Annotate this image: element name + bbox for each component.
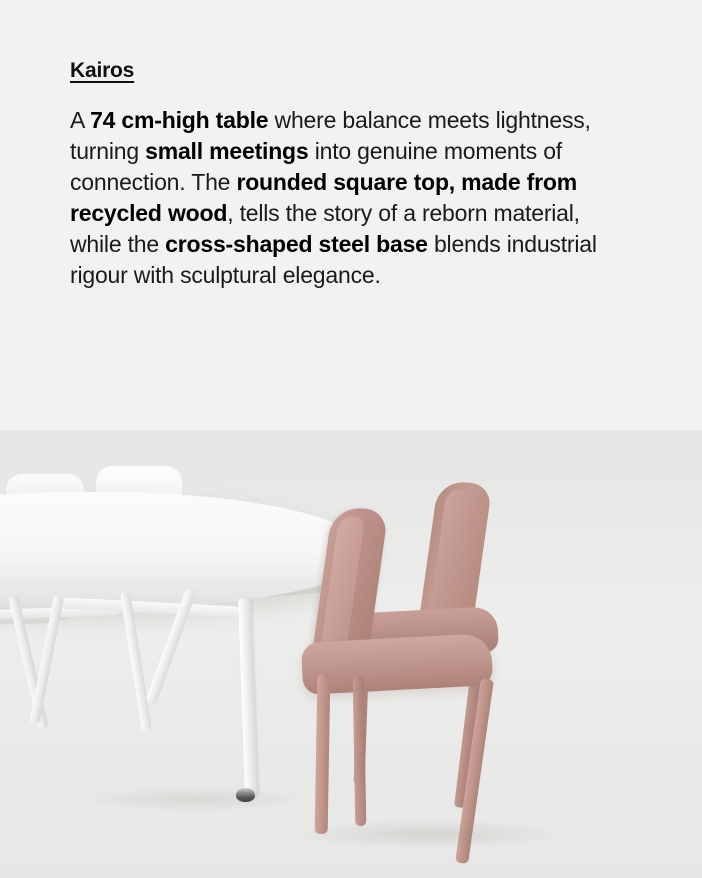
desc-part-4: , tells the story of a reborn material, while the [70,200,580,258]
desc-part-3: into genuine moments of connection. The [70,138,562,196]
desc-part-2: where balance meets lightness, turning [70,107,591,165]
desc-highlight-top: rounded square top, made from recycled wood [70,169,577,227]
product-photo [0,430,702,878]
chairs-floor-shadow [300,820,560,848]
desc-highlight-height: 74 cm-high table [90,107,269,134]
desc-part-5: blends industrial rigour with sculptural elegance. [70,231,597,289]
product-description [70,105,630,291]
text-block [70,58,630,291]
stacked-chairs [296,468,576,868]
desc-highlight-meetings: small meetings [145,138,309,165]
page-title: Kairos [70,59,135,82]
table-floor-shadow [80,786,310,812]
front-chair-leg-left [315,674,331,834]
desc-highlight-base: cross-shaped steel base [165,231,428,258]
desc-part-1: A [70,107,91,134]
